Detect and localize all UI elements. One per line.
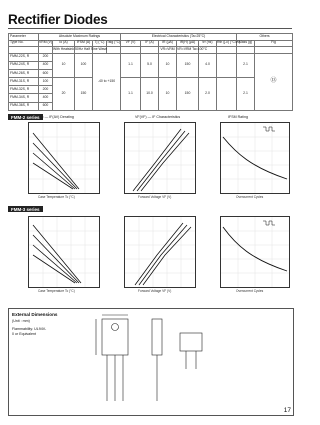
col-ir: IR (μA) <box>159 40 177 47</box>
table-row-type: FMM-26S, R <box>9 69 39 77</box>
page-title: Rectifier Diodes <box>8 12 108 27</box>
col-if: IF (A) <box>141 40 159 47</box>
external-dimensions-title: External Dimensions <box>12 312 58 317</box>
table-row-type: FMM-34S, R <box>9 94 39 102</box>
series-label-2: FMM-3 series <box>8 206 43 212</box>
elec-header: Electrical Characteristics (Ta=25°C) <box>121 34 237 41</box>
col-irh: IR(H) (μA) <box>177 40 199 47</box>
x-axis-label: Case Temperature Tc (°C) <box>38 289 75 293</box>
col-ifsm: IFSM (A) <box>75 40 93 47</box>
table-row-type: FMM-24S, R <box>9 61 39 69</box>
col-fig: Fig <box>255 40 293 47</box>
abs-header: Absolute Maximum Ratings <box>39 34 121 41</box>
table-row-type: FMM-31S, R <box>9 78 39 86</box>
g1-mass: 2.1 <box>237 53 255 78</box>
g2-irh: 150 <box>177 78 199 111</box>
g2-if: 10.0 <box>141 78 159 111</box>
param-header: Parameter <box>9 34 39 41</box>
graph-title: VF(VF) — IF Characteristics <box>135 115 181 119</box>
table-cell-vrm: 400 <box>39 94 53 102</box>
others-header: Others <box>237 34 293 41</box>
external-dimensions-unit: (Unit : mm) <box>12 319 30 323</box>
col-io: Io (A) <box>53 40 75 47</box>
col-vrm: VRM (V) <box>39 40 53 47</box>
spec-table <box>8 33 293 111</box>
table-row-type: FMM-22S, R <box>9 53 39 61</box>
table-cell-vrm: 600 <box>39 69 53 77</box>
g2-vf: 1.1 <box>121 78 141 111</box>
table-row-type: FMM-32S, R <box>9 86 39 94</box>
col-tstg: Tstg (°C) <box>107 40 121 47</box>
col-mass: Mass (g) <box>237 40 255 47</box>
package-drawing <box>94 313 214 411</box>
table-row-type: FMM-36S, R <box>9 102 39 110</box>
g1-trr: 4.0 <box>199 53 217 78</box>
sub-ir: VR=VRM <box>159 47 177 54</box>
type-header: Type No. <box>9 40 39 47</box>
table-cell-vrm: 200 <box>39 86 53 94</box>
series-label-1: FMM-2 series <box>8 114 43 120</box>
g2-io: 20 <box>53 78 75 111</box>
x-axis-label: Case Temperature Tc (°C) <box>38 195 75 199</box>
x-axis-label: Overcurrent Cycles <box>236 195 264 199</box>
col-rth: Rth (j-c) (°C/W) <box>217 40 237 47</box>
x-axis-label: Overcurrent Cycles <box>236 289 264 293</box>
table-cell-vrm: 100 <box>39 78 53 86</box>
g2-ir: 10 <box>159 78 177 111</box>
ifsm-graph-1 <box>220 122 290 194</box>
g1-vf: 1.1 <box>121 53 141 78</box>
g1-ifsm: 100 <box>75 53 93 78</box>
g1-ir: 10 <box>159 53 177 78</box>
g2-trr: 2.0 <box>199 78 217 111</box>
g2-ifsm: 150 <box>75 78 93 111</box>
vf-if-graph-1 <box>124 122 196 194</box>
x-axis-label: Forward Voltage VF (V) <box>138 289 172 293</box>
derating-graph-2 <box>28 216 100 288</box>
col-tj: Tj (°C) <box>93 40 107 47</box>
table-cell-vrm: 600 <box>39 102 53 110</box>
external-dimensions-box <box>8 308 294 416</box>
derating-graph-1 <box>28 122 100 194</box>
tj-tstg: -40 to +150 <box>93 53 121 110</box>
graph-title: Tc — IF(AV) Derating <box>40 115 74 119</box>
vf-if-graph-2 <box>124 216 196 288</box>
col-vf: VF (V) <box>121 40 141 47</box>
g2-mass: 2.1 <box>237 78 255 111</box>
fig-mark: ⑬ <box>255 53 293 110</box>
table-cell-vrm: 200 <box>39 53 53 61</box>
col-trr: trr (ns) <box>199 40 217 47</box>
flammability-note: Flammability: UL94V-0 or Equivalent <box>12 327 47 336</box>
x-axis-label: Forward Voltage VF (V) <box>138 195 172 199</box>
title-rule <box>8 28 292 29</box>
ifsm-graph-2 <box>220 216 290 288</box>
g1-io: 10 <box>53 53 75 78</box>
sub-ifsm: 50Hz Half Sine Wave <box>75 47 93 54</box>
sub-irh: VR=VRM Ta=100°C <box>177 47 199 54</box>
graph-title: IFSM Rating <box>228 115 248 119</box>
g1-irh: 150 <box>177 53 199 78</box>
page-number: 17 <box>283 407 291 414</box>
g1-if: 5.0 <box>141 53 159 78</box>
table-cell-vrm: 400 <box>39 61 53 69</box>
sub-io: With Heatsink <box>53 47 75 54</box>
